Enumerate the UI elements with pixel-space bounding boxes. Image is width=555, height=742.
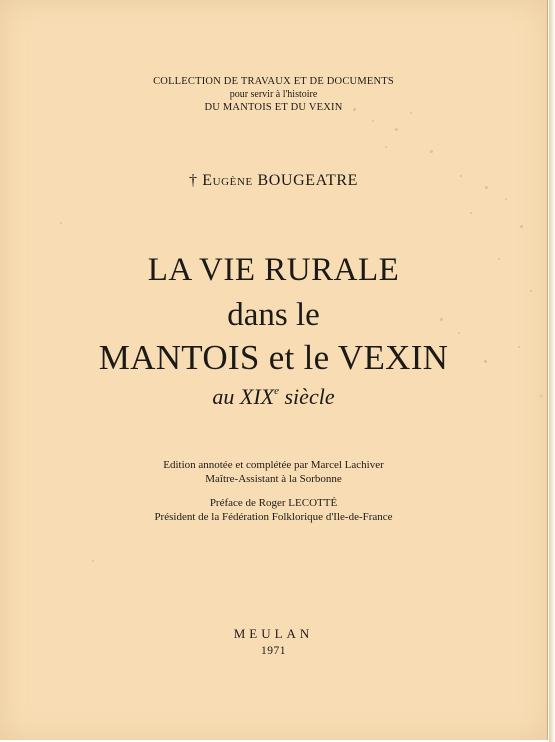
- author-first-name: Eugène: [202, 172, 253, 189]
- author-name: [0, 172, 547, 190]
- publication-year: 1971: [261, 645, 286, 657]
- page-edge: [549, 0, 555, 742]
- cross-symbol: †: [189, 172, 198, 189]
- collection-title: COLLECTION DE TRAVAUX ET DE DOCUMENTS: [153, 76, 394, 87]
- edition-note: Edition annotée et complétée par Marcel Lachiver: [163, 459, 384, 471]
- author-last-name: BOUGEATRE: [257, 172, 358, 189]
- editor-affiliation: Maître-Assistant à la Sorbonne: [205, 473, 342, 485]
- century-superscript: e: [274, 385, 279, 397]
- title-line-4: [0, 384, 547, 410]
- century-suffix: siècle: [279, 384, 335, 409]
- title-line-2: dans le: [227, 297, 320, 333]
- collection-subtitle: pour servir à l'histoire: [229, 89, 318, 100]
- title-line-1: LA VIE RURALE: [147, 252, 400, 288]
- publication-place: MEULAN: [233, 626, 314, 641]
- collection-region: DU MANTOIS ET DU VEXIN: [204, 102, 343, 113]
- preface-note: Préface de Roger LECOTTÉ: [209, 497, 338, 509]
- title-line-3: MANTOIS et le VEXIN: [98, 338, 449, 377]
- preface-author-affiliation: Président de la Fédération Folklorique d'Ile-de-France: [154, 511, 393, 523]
- century-prefix: au XIX: [212, 384, 275, 409]
